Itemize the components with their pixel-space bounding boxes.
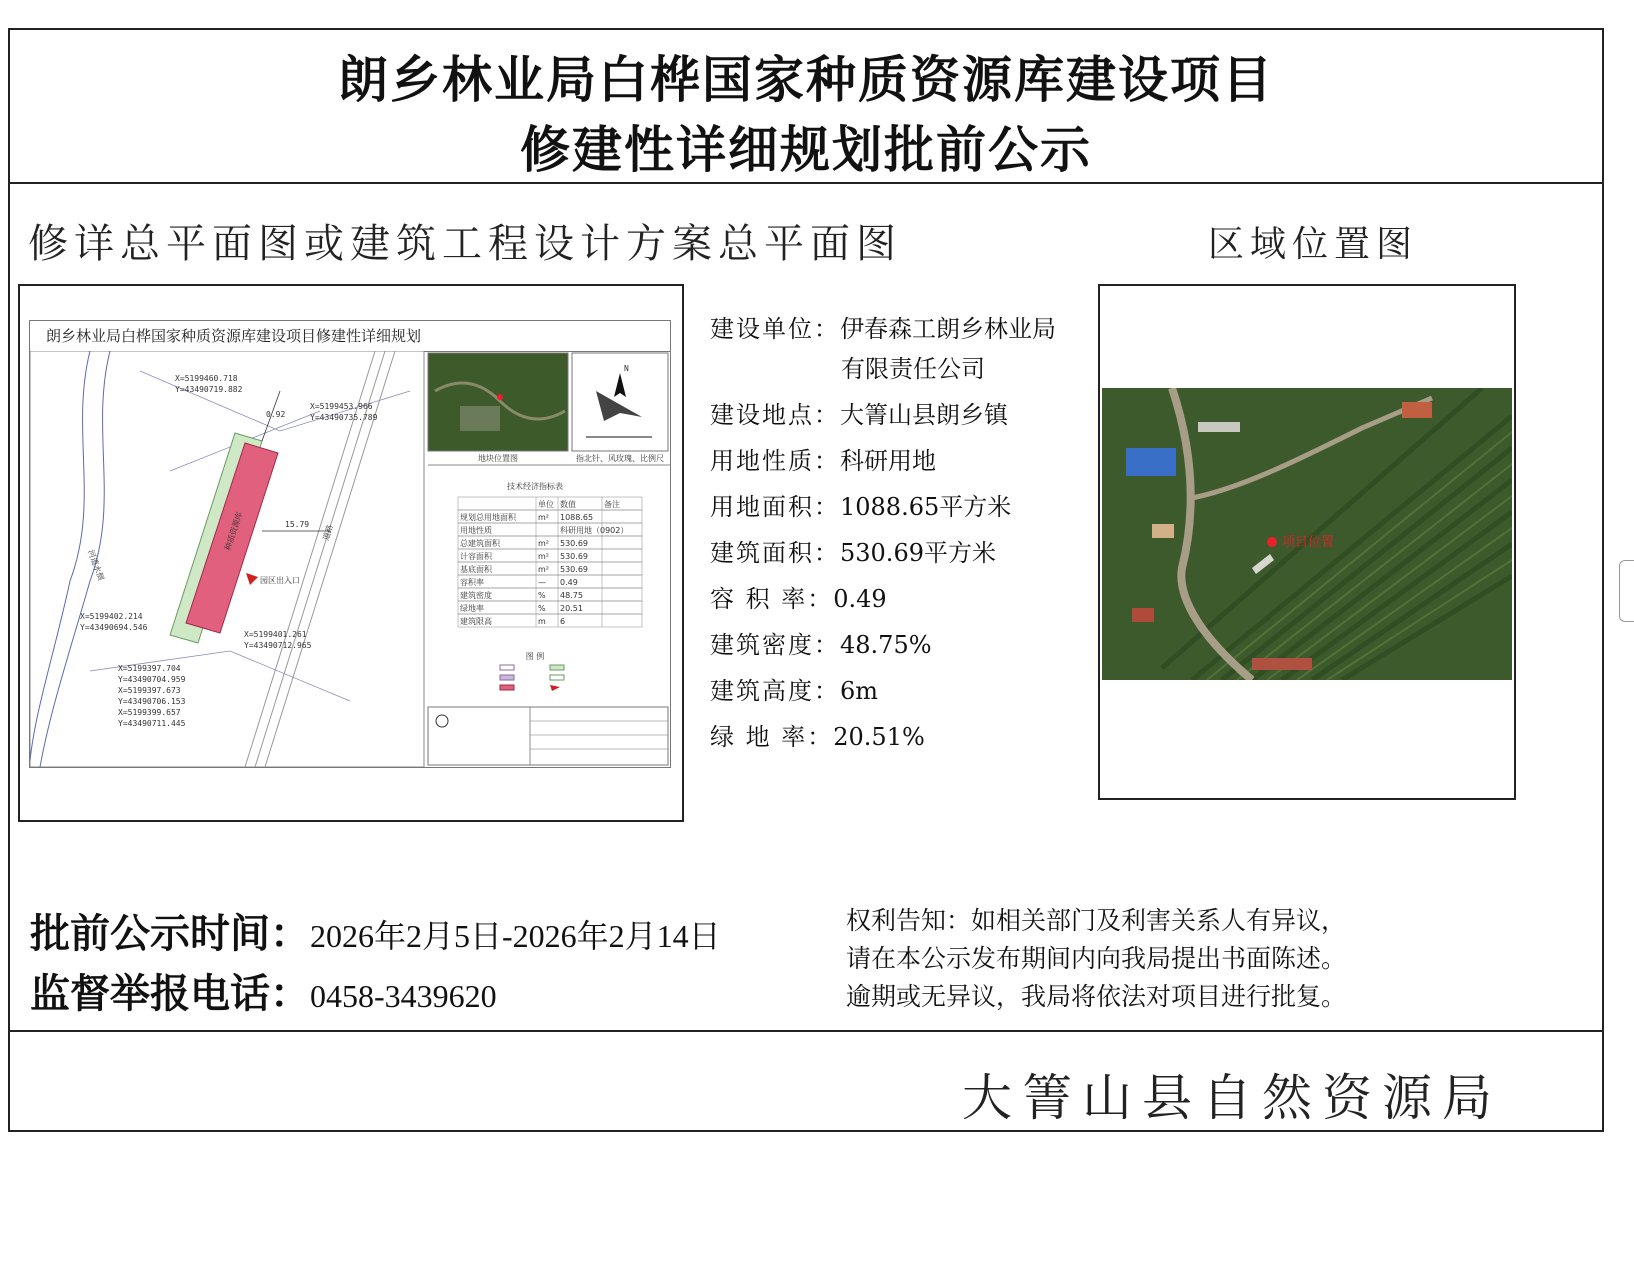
plan-section-title: 修详总平面图或建筑工程设计方案总平面图 <box>28 221 902 267</box>
notice-line: 请在本公示发布期间内向我局提出书面陈述。 <box>846 944 1347 973</box>
info-value: 6m <box>840 677 879 705</box>
map-building <box>1126 448 1176 476</box>
info-label: 用地面积： <box>710 493 840 521</box>
info-label: 绿 地 率： <box>710 723 834 751</box>
tech-table-cell: 绿地率 <box>460 604 484 613</box>
info-label: 建筑高度： <box>710 677 840 705</box>
entrance-label: 园区出入口 <box>260 576 300 585</box>
tech-table-cell: % <box>538 604 546 613</box>
tech-table-cell: m² <box>538 539 549 548</box>
site-plan-drawing <box>29 320 671 768</box>
compass-caption: 指北针、风玫瑰、比例尺 <box>576 454 664 463</box>
mini-location-map <box>428 353 568 451</box>
coordinate-label: Y=43490712.965 <box>244 641 312 650</box>
legend-swatch <box>550 665 564 670</box>
legend-swatch <box>500 675 514 680</box>
tech-table-cell: 6 <box>560 617 566 626</box>
tech-table-cell: 总建筑面积 <box>460 539 500 548</box>
tech-table-cell: m² <box>538 565 549 574</box>
info-value: 伊春森工朗乡林业局 <box>840 315 1056 343</box>
publicity-time-row <box>30 904 721 964</box>
tech-table-cell: 建筑密度 <box>460 591 492 600</box>
legend-swatch <box>500 665 514 670</box>
side-scroll-tab[interactable] <box>1619 560 1634 622</box>
project-info-list <box>710 306 1056 760</box>
tech-table-cell: 530.69 <box>560 552 588 561</box>
tech-table-cell: m² <box>538 552 549 561</box>
tech-table-cell: 规划总用地面积 <box>460 513 516 522</box>
report-phone-row <box>30 964 721 1024</box>
drawing-heading: 朗乡林业局白桦国家种质资源库建设项目修建性详细规划 <box>30 321 670 352</box>
info-value: 大箐山县朗乡镇 <box>840 401 1008 429</box>
map-building <box>1132 608 1154 622</box>
tech-table-cell: 20.51 <box>560 604 583 613</box>
main-title-line2: 修建性详细规划批前公示 <box>520 121 1092 179</box>
region-map-frame <box>1098 284 1516 800</box>
main-title-line1: 朗乡林业局白桦国家种质资源库建设项目 <box>338 51 1274 109</box>
notice-line: 权利告知：如相关部门及利害关系人有异议， <box>846 906 1347 935</box>
tech-table-row <box>458 575 642 588</box>
info-value: 530.69平方米 <box>840 539 996 567</box>
dimension-label: 0.92 <box>266 410 286 419</box>
map-building <box>1402 402 1432 418</box>
location-section-title: 区域位置图 <box>1208 224 1419 265</box>
info-row <box>710 714 1056 760</box>
coordinate-label: X=5199402.214 <box>80 612 143 621</box>
info-row <box>710 530 1056 576</box>
title-divider <box>10 182 1602 184</box>
info-label: 用地性质： <box>710 447 840 475</box>
mini-map-caption: 地块位置图 <box>478 454 518 463</box>
river-label: 河道水侧 <box>86 548 106 582</box>
project-marker-label: 项目位置 <box>1282 535 1335 550</box>
coordinate-label: X=5199453.966 <box>310 402 373 411</box>
info-value: 有限责任公司 <box>841 355 985 383</box>
info-value: 48.75% <box>840 631 932 659</box>
legend-title: 图 例 <box>525 652 545 661</box>
tech-table-cell: 基底面积 <box>460 565 492 574</box>
footer-divider <box>10 1030 1602 1032</box>
tech-table-cell: 0.49 <box>560 578 578 587</box>
building-label: 种质资源库 <box>223 510 245 552</box>
tech-table-row <box>458 601 642 614</box>
tech-table-cell: 用地性质 <box>460 526 492 535</box>
map-building <box>1252 658 1312 670</box>
rights-notice <box>846 902 1346 1016</box>
info-label: 建筑面积： <box>710 539 840 567</box>
tech-table-cell: 530.69 <box>560 539 588 548</box>
tech-table-title: 技术经济指标表 <box>507 482 563 491</box>
tech-table-cell: 容积率 <box>460 578 484 587</box>
coordinate-label: Y=43490735.789 <box>310 413 378 422</box>
coordinate-label: X=5199401.261 <box>244 630 307 639</box>
info-row <box>710 438 1056 484</box>
legend-entrance-icon <box>550 685 560 691</box>
notice-sheet <box>8 28 1604 1132</box>
report-phone-label: 监督举报电话： <box>30 971 310 1017</box>
coordinate-label: X=5199397.704 <box>118 664 181 673</box>
info-value: 1088.65平方米 <box>840 493 1012 521</box>
tech-table-cell: 计容面积 <box>460 552 492 561</box>
info-label: 建设地点： <box>710 401 840 429</box>
coordinate-label: Y=43490694.546 <box>80 623 148 632</box>
coordinate-label: Y=43490704.959 <box>118 675 186 684</box>
coordinate-label: X=5199460.718 <box>175 374 238 383</box>
info-row <box>710 484 1056 530</box>
info-row <box>710 346 1056 392</box>
publicity-time-value: 2026年2月5日-2026年2月14日 <box>310 918 721 954</box>
tech-table <box>458 497 642 627</box>
tech-table-cell: 建筑限高 <box>460 617 492 626</box>
map-building <box>1152 524 1174 538</box>
info-row <box>710 622 1056 668</box>
publicity-info <box>30 904 721 1024</box>
info-row <box>710 668 1056 714</box>
mini-map-marker-icon <box>497 394 503 400</box>
tech-table-cell: 数值 <box>560 500 576 509</box>
notice-line: 逾期或无异议，我局将依法对项目进行批复。 <box>846 982 1347 1011</box>
coordinate-label: Y=43490711.445 <box>118 719 186 728</box>
publicity-time-label: 批前公示时间： <box>30 911 310 957</box>
mini-map-village <box>460 406 500 431</box>
coordinate-label: Y=43490719.882 <box>175 385 243 394</box>
coordinate-label: Y=43490706.153 <box>118 697 186 706</box>
title-block <box>428 707 668 765</box>
tech-table-cell: 1088.65 <box>560 513 594 522</box>
tech-table-cell: 备注 <box>604 500 620 509</box>
tech-table-cell: 48.75 <box>560 591 583 600</box>
agency-name: 大箐山县自然资源局 <box>962 1069 1502 1127</box>
info-row <box>710 576 1056 622</box>
info-value: 0.49 <box>833 585 887 613</box>
north-label: N <box>624 364 629 373</box>
compass-panel <box>572 353 668 451</box>
legend-swatch <box>550 675 564 680</box>
info-row <box>710 392 1056 438</box>
road-label: 道路 <box>321 523 335 542</box>
coordinate-label: X=5199397.673 <box>118 686 181 695</box>
tech-table-cell: % <box>538 591 546 600</box>
info-label: 容 积 率： <box>710 585 834 613</box>
site-plan-frame <box>18 284 684 822</box>
tech-table-cell: — <box>538 578 546 587</box>
tech-table-cell: 科研用地（0902） <box>560 526 629 535</box>
info-label: 建筑密度： <box>710 631 840 659</box>
tech-table-cell: m <box>538 617 546 626</box>
info-value: 20.51% <box>833 723 925 751</box>
info-value: 科研用地 <box>840 447 936 475</box>
coordinate-label: X=5199399.657 <box>118 708 181 717</box>
info-label: 建设单位： <box>710 315 840 343</box>
report-phone-value: 0458-3439620 <box>310 978 497 1014</box>
dimension-label: 15.79 <box>285 520 310 529</box>
map-building <box>1198 422 1240 432</box>
tech-table-cell: m² <box>538 513 549 522</box>
tech-table-cell: 530.69 <box>560 565 588 574</box>
legend-swatch <box>500 685 514 690</box>
project-marker-icon <box>1267 537 1277 547</box>
satellite-map <box>1102 388 1512 680</box>
site-plan-svg <box>30 351 670 767</box>
tech-table-cell: 单位 <box>538 500 554 509</box>
